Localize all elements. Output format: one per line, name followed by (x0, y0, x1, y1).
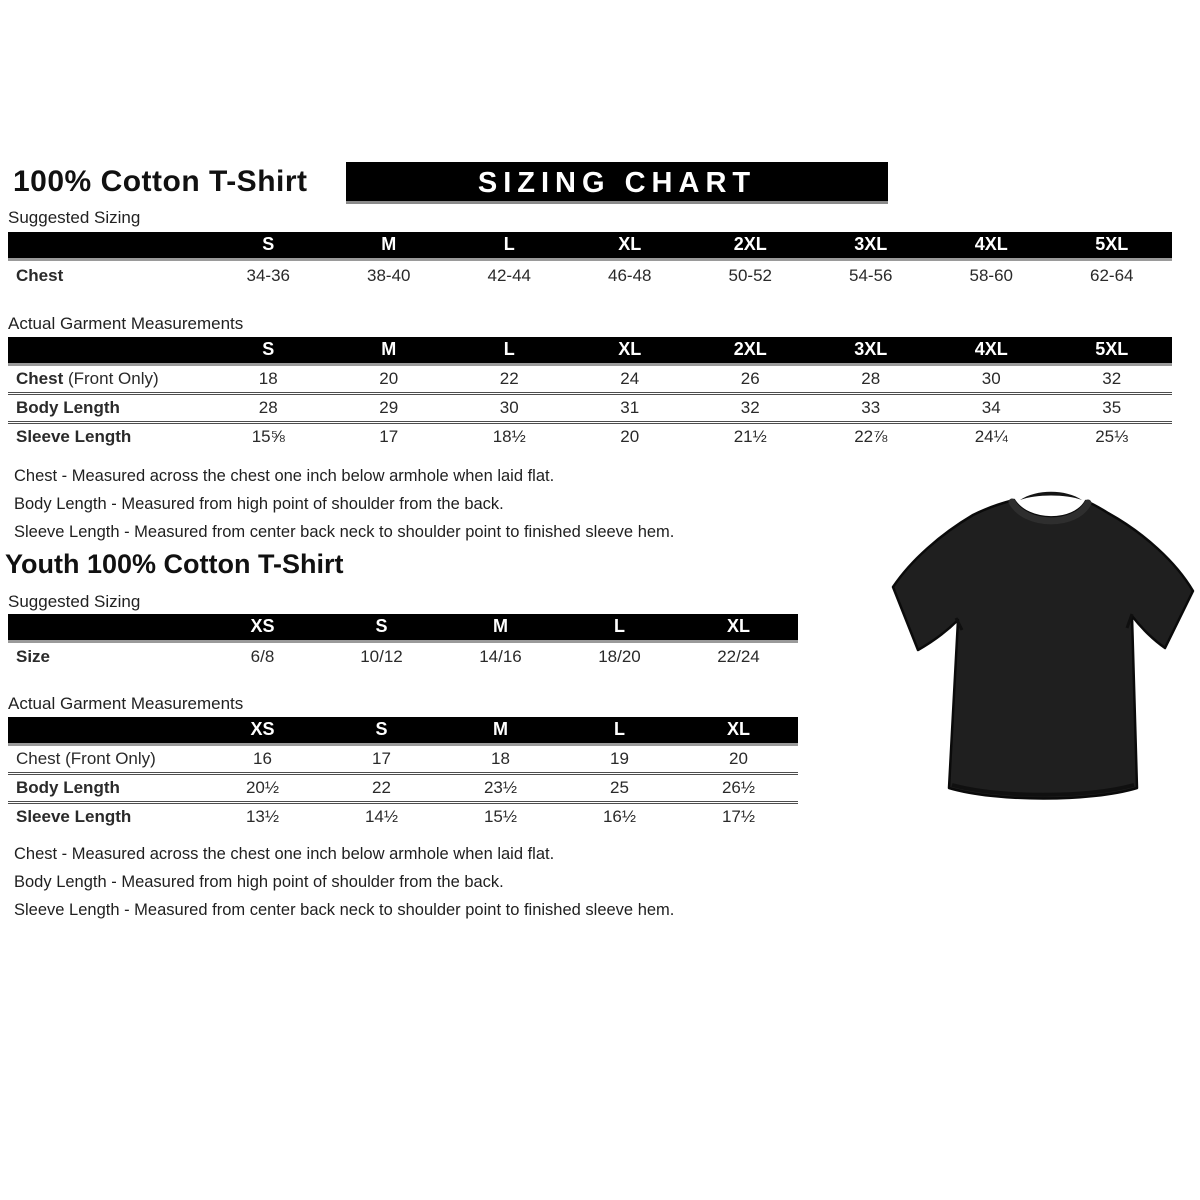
table-row (8, 641, 798, 672)
tshirt-image (886, 488, 1198, 810)
measurement-cell: 18½ (449, 422, 570, 451)
size-column-header: XL (726, 719, 750, 740)
measurement-cell: 25 (560, 773, 679, 802)
measurement-cell: 21½ (690, 422, 811, 451)
measurement-cell: 32 (690, 393, 811, 422)
size-column-header: M (381, 339, 397, 360)
size-column-header: 3XL (854, 339, 888, 360)
size-column-header: L (503, 339, 515, 360)
measurement-cell: 16½ (560, 802, 679, 831)
measurement-cell: 25⅓ (1052, 422, 1173, 451)
size-column-header: S (262, 234, 275, 255)
measurement-note: Sleeve Length - Measured from center back neck to shoulder point to finished sleeve hem. (14, 901, 675, 919)
size-column-header: XL (618, 339, 642, 360)
table-header-row (8, 337, 1172, 364)
measurement-note: Chest - Measured across the chest one inch below armhole when laid flat. (14, 845, 555, 863)
youth-suggested-sizing-label: Suggested Sizing (8, 592, 141, 611)
measurement-cell: 23½ (441, 773, 560, 802)
size-column-header: 5XL (1095, 339, 1129, 360)
size-column-header: XS (250, 616, 275, 637)
table-row (8, 422, 1172, 451)
measurement-cell: 18 (491, 748, 510, 768)
table-row (8, 393, 1172, 422)
measurement-cell: 54-56 (849, 266, 893, 286)
measurement-cell: 46-48 (608, 266, 652, 286)
table-corner-cell (8, 337, 208, 364)
measurement-cell: 34 (931, 393, 1052, 422)
measurement-cell: 20 (379, 368, 399, 388)
size-column-header: XL (726, 616, 750, 637)
measurement-cell: 17 (329, 422, 450, 451)
size-column-header: M (493, 616, 508, 637)
measurement-cell: 18 (258, 368, 278, 388)
measurement-cell: 26 (740, 368, 760, 388)
table-corner-cell (8, 614, 203, 641)
measurement-cell: 42-44 (487, 266, 531, 286)
size-column-header: L (614, 719, 625, 740)
measurement-note: Chest - Measured across the chest one inch below armhole when laid flat. (14, 467, 555, 485)
measurement-cell: 62-64 (1090, 266, 1134, 286)
measurement-note: Sleeve Length - Measured from center back neck to shoulder point to finished sleeve hem. (14, 523, 675, 541)
youth-measurement-notes (14, 840, 674, 924)
table-header-row (8, 717, 798, 744)
table-header-row (8, 232, 1172, 259)
row-label: Body Length (8, 393, 208, 422)
measurement-cell: 58-60 (969, 266, 1013, 286)
size-table (8, 337, 1172, 451)
measurement-cell: 24¼ (931, 422, 1052, 451)
size-column-header: 2XL (733, 234, 767, 255)
measurement-cell: 10/12 (360, 647, 403, 667)
table-row (8, 773, 798, 802)
youth-actual-measurements-label: Actual Garment Measurements (8, 694, 244, 713)
adult-suggested-sizing-label: Suggested Sizing (8, 208, 141, 227)
adult-actual-measurements-table (8, 337, 1172, 451)
youth-suggested-sizing-table (8, 614, 798, 672)
size-column-header: 4XL (974, 339, 1008, 360)
measurement-cell: 20 (570, 422, 691, 451)
measurement-cell: 16 (253, 748, 272, 768)
table-row (8, 364, 1172, 393)
measurement-cell: 15½ (441, 802, 560, 831)
measurement-cell: 22 (499, 368, 519, 388)
measurement-cell: 17½ (679, 802, 798, 831)
size-table (8, 717, 798, 831)
measurement-cell: 20 (729, 748, 748, 768)
tshirt-back-collar (1020, 492, 1082, 500)
row-label: Sleeve Length (8, 802, 203, 831)
size-column-header: 2XL (733, 339, 767, 360)
table-row (8, 744, 798, 773)
size-table (8, 614, 798, 672)
measurement-cell: 31 (570, 393, 691, 422)
size-column-header: S (375, 719, 388, 740)
measurement-cell: 15⅝ (208, 422, 329, 451)
measurement-cell: 24 (620, 368, 640, 388)
measurement-cell: 18/20 (598, 647, 641, 667)
measurement-cell: 19 (610, 748, 629, 768)
size-column-header: S (262, 339, 275, 360)
size-column-header: M (381, 234, 397, 255)
size-column-header: S (375, 616, 388, 637)
measurement-cell: 33 (811, 393, 932, 422)
youth-section-title: Youth 100% Cotton T-Shirt (5, 549, 344, 579)
sizing-chart-banner: SIZING CHART (346, 162, 888, 204)
size-column-header: 4XL (974, 234, 1008, 255)
adult-suggested-sizing-table (8, 232, 1172, 292)
row-label: Sleeve Length (8, 422, 208, 451)
size-column-header: L (503, 234, 515, 255)
row-label: Chest (16, 266, 64, 286)
measurement-cell: 28 (208, 393, 329, 422)
row-label: Chest (Front Only) (16, 748, 156, 768)
adult-section-title: 100% Cotton T-Shirt (13, 165, 308, 198)
measurement-cell: 28 (861, 368, 881, 388)
table-row (8, 802, 798, 831)
measurement-cell: 13½ (203, 802, 322, 831)
measurement-cell: 32 (1102, 368, 1122, 388)
table-row (8, 259, 1172, 292)
size-column-header: XS (250, 719, 275, 740)
row-label: Chest (Front Only) (16, 368, 159, 388)
size-table (8, 232, 1172, 292)
adult-measurement-notes (14, 462, 674, 546)
measurement-cell: 22 (322, 773, 441, 802)
adult-actual-measurements-label: Actual Garment Measurements (8, 314, 244, 333)
size-column-header: XL (618, 234, 642, 255)
measurement-cell: 38-40 (367, 266, 411, 286)
measurement-cell: 22/24 (717, 647, 760, 667)
measurement-cell: 30 (449, 393, 570, 422)
row-label: Body Length (8, 773, 203, 802)
measurement-cell: 14½ (322, 802, 441, 831)
youth-actual-measurements-table (8, 717, 798, 831)
measurement-note: Body Length - Measured from high point of shoulder from the back. (14, 873, 504, 891)
table-corner-cell (8, 232, 208, 259)
table-header-row (8, 614, 798, 641)
measurement-cell: 34-36 (246, 266, 290, 286)
measurement-cell: 14/16 (479, 647, 522, 667)
measurement-cell: 22⅞ (811, 422, 932, 451)
size-column-header: L (614, 616, 625, 637)
measurement-note: Body Length - Measured from high point of shoulder from the back. (14, 495, 504, 513)
measurement-cell: 20½ (203, 773, 322, 802)
measurement-cell: 50-52 (728, 266, 772, 286)
measurement-cell: 29 (329, 393, 450, 422)
size-column-header: M (493, 719, 508, 740)
tshirt-body (893, 500, 1193, 799)
row-label: Size (16, 647, 51, 667)
tshirt-photo-svg (886, 488, 1198, 810)
measurement-cell: 35 (1052, 393, 1173, 422)
measurement-cell: 17 (372, 748, 391, 768)
measurement-cell: 26½ (679, 773, 798, 802)
size-column-header: 5XL (1095, 234, 1129, 255)
table-corner-cell (8, 717, 203, 744)
measurement-cell: 30 (981, 368, 1001, 388)
measurement-cell: 6/8 (250, 647, 275, 667)
size-column-header: 3XL (854, 234, 888, 255)
